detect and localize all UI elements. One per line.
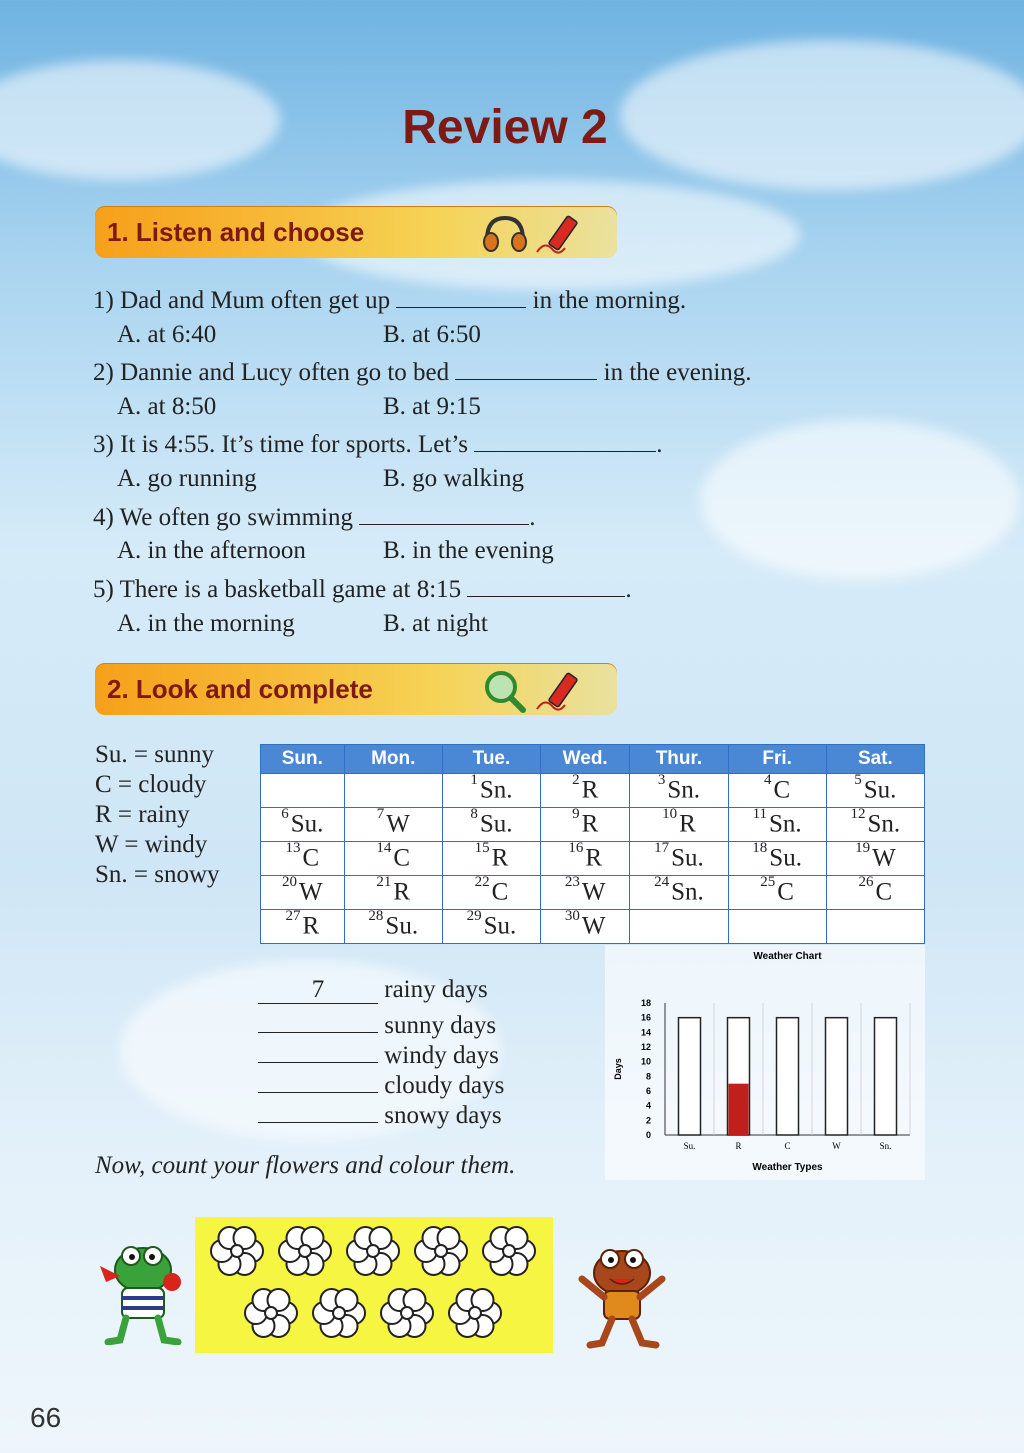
calendar-day [728,808,826,842]
question-text: . [656,431,663,458]
question-2 [93,357,752,387]
flower-icon[interactable] [381,1289,433,1337]
headphones-pencil-icon [479,210,589,256]
question-text: 2) Dannie and Lucy often go to bed [93,359,450,386]
weather-code: Su. [479,810,513,838]
section2-heading: 2. Look and complete [107,674,373,704]
day-number: 4 [764,772,772,789]
weather-code: Sn. [867,810,901,838]
day-number: 16 [568,840,584,857]
legend-item: W = windy [95,831,208,858]
day-number: 7 [376,806,385,823]
bar-outline [826,1018,848,1135]
y-tick-label: 10 [640,1056,651,1067]
x-tick-label: C [784,1141,791,1151]
day-header: Thur. [630,745,728,774]
answer-blank[interactable] [359,502,529,525]
y-tick-label: 0 [645,1130,651,1140]
calendar-day [344,774,442,808]
question-text: 5) There is a basketball game at 8:15 [93,576,462,603]
calendar-day [344,842,442,876]
fill-row [258,1036,499,1070]
bar-outline [777,1018,799,1135]
calendar-day [541,876,630,910]
day-number: 29 [466,908,482,925]
calendar-day [442,808,540,842]
calendar-day [826,808,924,842]
weather-code: C [875,878,893,906]
weather-code: Sn. [671,878,704,906]
answer-blank[interactable] [467,574,625,597]
calendar-day [826,910,924,944]
count-answer[interactable] [258,1096,378,1123]
weather-code: R [585,844,603,872]
calendar-day [261,808,345,842]
day-header: Sun. [261,745,345,774]
weather-code: R [491,844,509,872]
instruction-text: Now, count your flowers and colour them. [95,1152,516,1179]
flower-icon[interactable] [449,1289,501,1337]
y-tick-label: 4 [645,1100,651,1111]
question-1 [93,285,686,315]
fill-row [258,1006,496,1040]
count-label: cloudy days [384,1072,505,1099]
weather-chart [605,945,925,1180]
day-number: 21 [376,874,392,891]
calendar-day [261,876,345,910]
weather-code: R [393,878,411,906]
weather-calendar [260,744,925,944]
weather-code: R [679,810,696,838]
option-a[interactable]: A. at 6:40 [117,321,217,348]
day-header: Sat. [826,745,924,774]
weather-code: W [872,844,896,872]
calendar-day [541,842,630,876]
flower-icon[interactable] [347,1227,399,1275]
calendar-day [344,876,442,910]
calendar-day [630,842,728,876]
weather-code: R [302,912,320,940]
calendar-week [261,774,925,808]
frog-mascot [98,1240,188,1345]
y-tick-label: 16 [640,1012,651,1023]
day-number: 28 [368,908,384,925]
calendar-day [826,876,924,910]
flower-icon[interactable] [483,1227,535,1275]
question-text: . [625,576,632,603]
calendar-day [442,876,540,910]
calendar-day [261,842,345,876]
option-b[interactable]: B. at 9:15 [383,393,481,420]
calendar-day [541,910,630,944]
calendar-day [261,910,345,944]
calendar-day [630,910,728,944]
day-number: 3 [657,772,666,789]
calendar-day [630,808,728,842]
weather-chart-svg [605,945,925,1180]
option-a[interactable]: A. go running [117,465,257,492]
weather-legend [95,740,220,890]
question-text: in the evening. [603,359,752,386]
count-label: rainy days [384,976,488,1003]
y-axis-label: Days [613,1058,623,1080]
weather-code: C [491,878,509,906]
day-number: 20 [282,874,298,891]
day-number: 19 [855,840,871,857]
section1-heading: 1. Listen and choose [107,217,365,247]
question-text: 4) We often go swimming [93,504,353,531]
day-header: Fri. [728,745,826,774]
legend-item: Su. = sunny [95,741,214,768]
option-a[interactable]: A. at 8:50 [117,393,217,420]
flower-icon[interactable] [245,1289,297,1337]
calendar-day [344,808,442,842]
option-a[interactable]: A. in the morning [117,610,295,637]
day-number: 11 [752,806,768,823]
option-a[interactable]: A. in the afternoon [117,537,306,564]
calendar-day [261,774,345,808]
answer-blank[interactable] [396,285,526,308]
flower-icon[interactable] [313,1289,365,1337]
option-b[interactable]: B. at night [383,610,488,637]
count-label: windy days [384,1042,499,1069]
y-tick-label: 12 [640,1042,651,1052]
count-label: sunny days [384,1012,497,1039]
day-number: 23 [564,874,580,891]
weather-code: Su. [863,776,897,804]
day-number: 17 [654,840,670,857]
flower-icon[interactable] [211,1227,263,1275]
weather-code: Su. [671,844,704,872]
calendar-day [442,842,540,876]
calendar-day [630,876,728,910]
count-answer[interactable] [258,1066,378,1093]
flower-icon[interactable] [415,1227,467,1275]
bar-outline [875,1018,897,1135]
weather-code: W [581,878,606,906]
weather-code: Sn. [667,776,700,804]
y-tick-label: 18 [640,998,651,1008]
chart-title: Weather Chart [753,951,822,962]
option-b[interactable]: B. in the evening [383,537,554,564]
y-tick-label: 8 [645,1071,651,1082]
section2-banner [95,663,617,715]
calendar-week [261,808,925,842]
calendar-day [442,774,540,808]
flower-box [195,1217,553,1353]
magnifier-pencil-icon [479,667,589,713]
day-number: 14 [376,840,392,857]
weather-code: C [393,844,411,872]
question-4 [93,502,536,532]
weather-code: W [299,878,323,906]
calendar-day [541,808,630,842]
day-number: 6 [281,806,289,823]
weather-code: Su. [483,912,517,940]
question-5 [93,574,632,604]
weather-code: Su. [385,912,419,940]
day-number: 15 [474,840,490,857]
question-text: 1) Dad and Mum often get up [93,287,391,314]
day-number: 18 [752,840,768,857]
day-number: 25 [760,874,776,891]
question-text: 3) It is 4:55. It’s time for sports. Let’s [93,431,468,458]
weather-code: C [777,878,794,906]
answer-blank[interactable] [455,357,597,380]
bar-outline [679,1018,701,1135]
x-axis-label: Weather Types [752,1162,823,1173]
count-answer[interactable] [258,1036,378,1063]
calendar-day [344,910,442,944]
weather-code: R [581,776,599,804]
day-header: Mon. [344,745,442,774]
count-answer[interactable] [258,1006,378,1033]
calendar-week [261,842,925,876]
calendar-day [728,876,826,910]
legend-item: R = rainy [95,801,190,828]
weather-code: W [386,810,410,838]
page-number: 66 [30,1402,62,1433]
fill-row [258,1096,502,1130]
weather-code: Su. [769,844,802,872]
y-tick-label: 2 [645,1115,651,1126]
legend-item: C = cloudy [95,771,207,798]
calendar-day [728,842,826,876]
x-tick-label: Sn. [879,1141,892,1151]
day-number: 24 [654,874,670,891]
calendar-day [630,774,728,808]
calendar-day [826,774,924,808]
fill-row [258,976,488,1004]
calendar-day [442,910,540,944]
bar-fill [729,1084,749,1135]
x-tick-label: Su. [683,1141,696,1151]
day-header: Tue. [442,745,540,774]
calendar-week [261,910,925,944]
day-number: 13 [285,840,301,857]
calendar-day [541,774,630,808]
weather-code: W [581,912,606,940]
flower-icon[interactable] [279,1227,331,1275]
weather-code: Sn. [479,776,513,804]
y-tick-label: 6 [645,1086,651,1096]
day-number: 8 [470,806,478,823]
x-tick-label: W [832,1141,841,1151]
flowers [195,1217,553,1353]
weather-code: Su. [290,810,324,838]
count-answer[interactable]: 7 [258,977,378,1004]
page-title: Review 2 [402,101,608,154]
question-3 [93,429,662,459]
weather-code: C [773,776,791,804]
day-number: 22 [474,874,490,891]
y-tick-label: 14 [640,1027,651,1038]
answer-blank[interactable] [474,429,656,452]
day-number: 1 [470,772,478,789]
day-number: 2 [572,772,580,789]
question-text: in the morning. [532,287,687,314]
day-number: 30 [564,908,580,925]
day-number: 5 [854,772,862,789]
day-header: Wed. [541,745,630,774]
day-number: 9 [572,806,580,823]
option-b[interactable]: B. at 6:50 [383,321,481,348]
calendar-day [728,910,826,944]
cloud [700,420,1020,580]
option-b[interactable]: B. go walking [383,465,524,492]
count-label: snowy days [384,1102,502,1129]
legend-item: Sn. = snowy [95,861,220,888]
question-text: . [529,504,536,531]
weather-code: Sn. [769,810,802,838]
section1-banner [95,206,617,258]
x-tick-label: R [735,1141,742,1151]
calendar-day [728,774,826,808]
weather-code: C [302,844,320,872]
day-number: 10 [662,806,678,823]
calendar-day [826,842,924,876]
day-number: 26 [858,874,874,891]
day-number: 12 [850,806,866,823]
day-number: 27 [285,908,301,925]
fill-row [258,1066,504,1100]
frog-mascot [572,1245,672,1350]
calendar-week [261,876,925,910]
weather-code: R [581,810,599,838]
